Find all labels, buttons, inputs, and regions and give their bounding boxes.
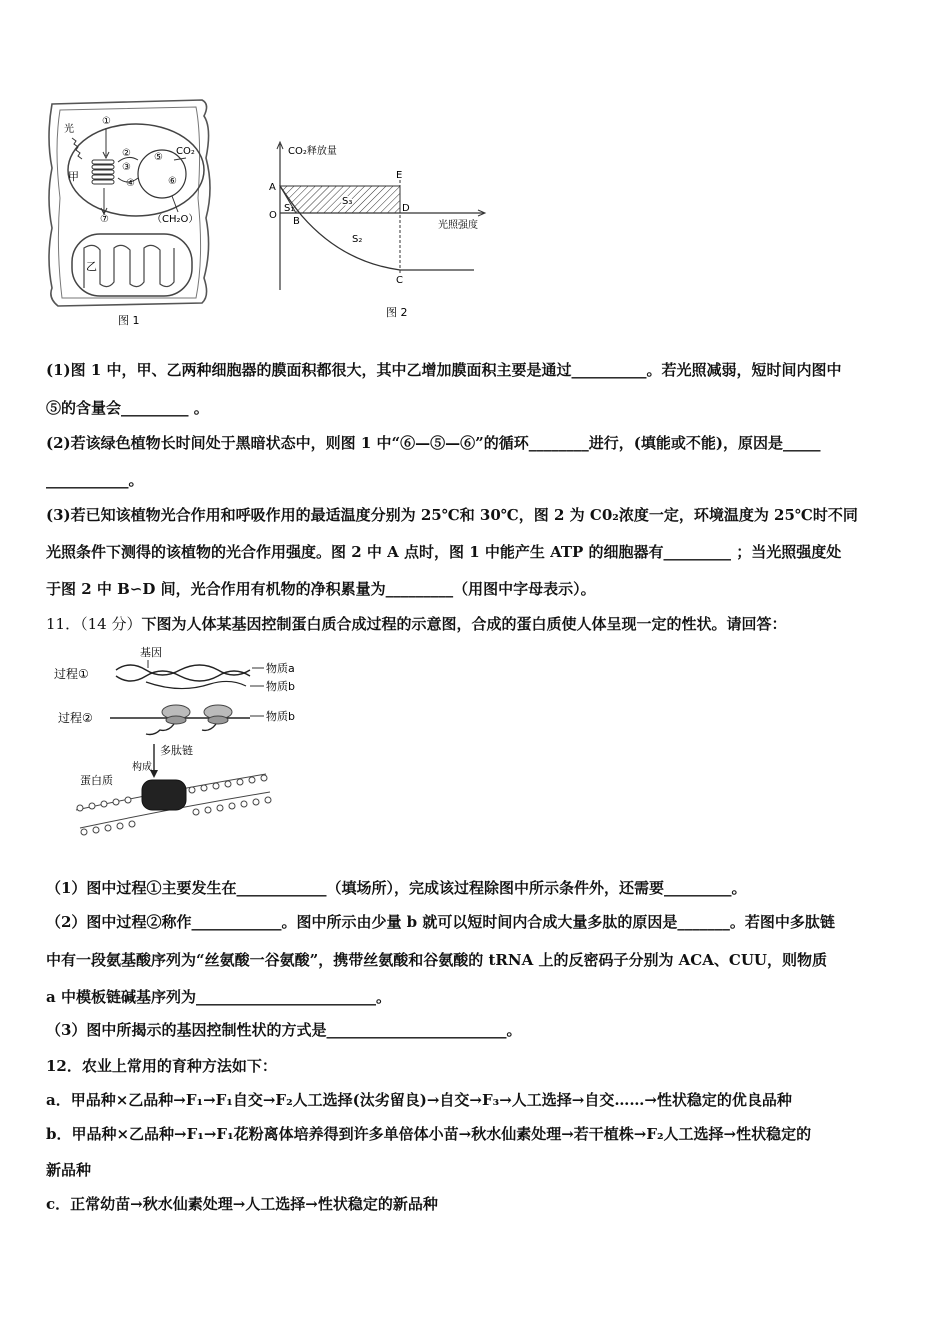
- co2-label: CO₂: [176, 146, 195, 157]
- figure-3-gene-expression: [50, 640, 320, 848]
- q12-method-b-line1: b．甲品种×乙品种→F₁→F₁花粉离体培养得到许多单倍体小苗→秋水仙素处理→若干植株→F₂人工选择→性状稳定的: [46, 1125, 812, 1143]
- q10-part3-line1: (3)若已知该植物光合作用和呼吸作用的最适温度分别为 25℃和 30℃，图 2 为 C0₂浓度一定，环境温度为 25℃时不同: [46, 506, 858, 524]
- membrane-protein: [142, 780, 186, 810]
- q10-part2-line1: (2)若该绿色植物长时间处于黑暗状态中，则图 1 中“⑥—⑤—⑥”的循环________进行，(填能或不能)，原因是_____: [46, 434, 821, 452]
- substance-b-label-1: 物质b: [266, 680, 295, 693]
- area-s1-label: S₁: [284, 203, 295, 214]
- label-2: ②: [122, 148, 131, 159]
- process-2-label: 过程②: [58, 711, 93, 725]
- label-5: ⑤: [154, 152, 163, 163]
- point-b: B: [293, 216, 300, 227]
- q10-part1-line2: ⑤的含量会_________ 。: [46, 399, 209, 417]
- q11-part2-line3: a 中模板链碱基序列为________________________。: [46, 988, 391, 1006]
- q11-part2-line1: （2）图中过程②称作____________。图中所示由少量 b 就可以短时间内合成大量多肽的原因是_______。若图中多肽链: [46, 913, 835, 931]
- area-s3-label: S₃: [342, 196, 353, 207]
- label-6: ⑥: [168, 176, 177, 187]
- q11-part1: （1）图中过程①主要发生在____________（填场所），完成该过程除图中所示条件外，还需要_________。: [46, 879, 747, 897]
- q11-part2-line2: 中有一段氨基酸序列为“丝氨酸一谷氨酸”，携带丝氨酸和谷氨酸的 tRNA 上的反密码子分别为 ACA、CUU，则物质: [46, 951, 827, 969]
- figure-1-caption: 图 1: [118, 314, 140, 327]
- q12-method-a: a．甲品种×乙品种→F₁→F₁自交→F₂人工选择(汰劣留良)→自交→F₃→人工选择→自交……→性状稳定的优良品种: [46, 1091, 792, 1109]
- q11-number: 11．（14 分）: [46, 615, 142, 633]
- q12-title: 12．农业上常用的育种方法如下：: [46, 1057, 277, 1075]
- q10-part3-line3: 于图 2 中 B∽D 间，光合作用有机物的净积累量为_________（用图中字母表示）。: [46, 580, 596, 598]
- x-axis-label: 光照强度: [438, 220, 478, 231]
- polypeptide-label: 多肽链: [160, 744, 193, 757]
- light-zigzag: [72, 138, 82, 159]
- point-c: C: [396, 275, 403, 286]
- jia-label: 甲: [68, 170, 79, 183]
- yi-label: 乙: [86, 260, 97, 273]
- protein-label: 蛋白质: [80, 774, 113, 787]
- ch2o-label: （CH₂O）: [152, 214, 199, 225]
- point-a: A: [269, 182, 276, 193]
- area-s2-label: S₂: [352, 234, 363, 245]
- q12-method-c: c．正常幼苗→秋水仙素处理→人工选择→性状稳定的新品种: [46, 1195, 438, 1213]
- q10-part1-line1: (1)图 1 中，甲、乙两种细胞器的膜面积都很大，其中乙增加膜面积主要是通过__________。若光照减弱，短时间内图中: [46, 361, 842, 379]
- substance-b-label-2: 物质b: [266, 710, 295, 723]
- mrna-strand: [146, 681, 246, 688]
- process-1-label: 过程①: [54, 667, 89, 681]
- point-d: D: [402, 203, 410, 214]
- figure-1-cell-diagram: [44, 98, 259, 333]
- label-1: ①: [102, 116, 111, 127]
- light-label: 光: [64, 124, 74, 135]
- q12-method-b-line2: 新品种: [46, 1161, 92, 1179]
- label-4: ④: [126, 178, 135, 189]
- y-axis-label: CO₂释放量: [288, 146, 337, 157]
- chloroplast-outline: [68, 124, 204, 216]
- q11-title: [46, 614, 906, 634]
- q10-part2-line2: ___________。: [46, 471, 144, 489]
- mitochondrion-cristae: [84, 245, 174, 288]
- point-o: O: [269, 210, 277, 221]
- dna-strand-2: [116, 671, 250, 681]
- point-e: E: [396, 170, 403, 181]
- gene-label: 基因: [140, 646, 162, 659]
- figure-2-caption: 图 2: [386, 306, 408, 319]
- polypeptide-strand-2: [202, 724, 216, 730]
- substance-a-label: 物质a: [266, 662, 295, 675]
- figure-2-graph: [262, 140, 492, 325]
- polypeptide-strand-1: [146, 724, 174, 735]
- s3-hatched-area: [280, 186, 400, 213]
- label-7: ⑦: [100, 214, 109, 225]
- constitute-label: 构成: [132, 762, 152, 773]
- q10-part3-line2: 光照条件下测得的该植物的光合作用强度。图 2 中 A 点时，图 1 中能产生 ATP 的细胞器有_________ ；当光照强度处: [46, 543, 842, 561]
- thylakoid-stack: [92, 160, 114, 184]
- dna-strand-1: [116, 665, 250, 675]
- label-3: ③: [122, 162, 131, 173]
- q11-title-text: 下图为人体某基因控制蛋白质合成过程的示意图，合成的蛋白质使人体呈现一定的性状。请回答：: [141, 615, 787, 633]
- q11-part3: （3）图中所揭示的基因控制性状的方式是________________________。: [46, 1021, 522, 1039]
